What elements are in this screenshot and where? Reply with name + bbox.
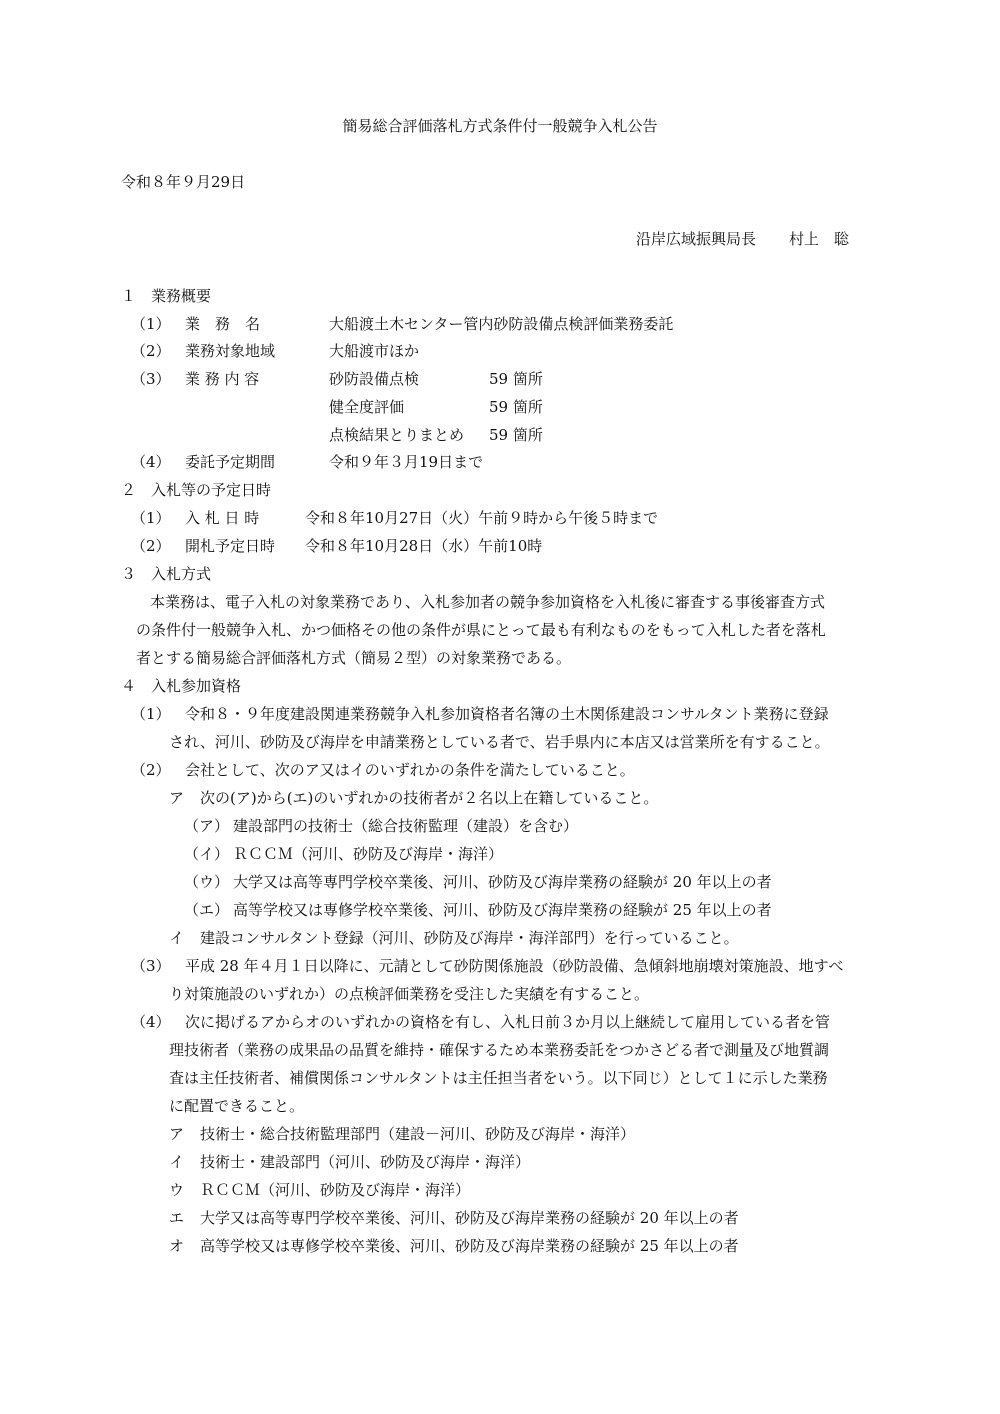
item-label: 業務対象地域 [185, 342, 276, 360]
item-number: （2） [131, 342, 171, 360]
item-label: 開札予定日時 [185, 537, 276, 555]
paragraph-line: 会社として、次のア又はイのいずれかの条件を満たしていること。 [185, 761, 635, 779]
work-name: 点検結果とりまとめ [329, 426, 465, 444]
sub-item-text: ＲＣＣＭ（河川、砂防及び海岸・海洋） [200, 1181, 471, 1199]
sub-sub-item-mark: （イ） [184, 845, 230, 863]
sub-sub-item-text: 高等学校又は専修学校卒業後、河川、砂防及び海岸業務の経験が 25 年以上の者 [233, 901, 772, 919]
sub-sub-item-mark: （エ） [184, 901, 230, 919]
paragraph-line: され、河川、砂防及び海岸を申請業務としている者で、岩手県内に本店又は営業所を有すること。 [169, 733, 830, 751]
sub-sub-item-mark: （ウ） [184, 873, 230, 891]
sub-sub-item-text: ＲＣＣＭ（河川、砂防及び海岸・海洋） [233, 845, 504, 863]
paragraph-line: に配置できること。 [169, 1097, 305, 1115]
work-quantity: 59 箇所 [489, 370, 543, 388]
sub-item-mark: ア [169, 1125, 185, 1143]
sub-item-mark: ウ [169, 1181, 185, 1199]
paragraph-line: の条件付一般競争入札、かつ価格その他の条件が県にとって最も有利なものをもって入札した者を落札 [136, 621, 826, 639]
item-number: （1） [131, 315, 171, 333]
item-number: （4） [131, 1013, 171, 1031]
paragraph-line: 本業務は、電子入札の対象業務であり、入札参加者の競争参加資格を入札後に審査する事後審査方式 [150, 593, 826, 611]
item-label: 入 札 日 時 [185, 509, 260, 527]
section-3-heading: ３ 入札方式 [121, 565, 212, 583]
section-2-heading: ２ 入札等の予定日時 [121, 481, 272, 499]
work-quantity: 59 箇所 [489, 398, 543, 416]
item-number: （1） [131, 509, 171, 527]
work-name: 健全度評価 [329, 398, 405, 416]
sub-item-mark: オ [169, 1237, 185, 1255]
item-label: 業 務 名 [185, 315, 261, 333]
item-number: （3） [131, 370, 171, 388]
paragraph-line: り対策施設のいずれか）の点検評価業務を受注した実績を有すること。 [169, 985, 650, 1003]
paragraph-line: 者とする簡易総合評価落札方式（簡易２型）の対象業務である。 [136, 649, 572, 667]
item-number: （1） [131, 705, 171, 723]
paragraph-line: 次に掲げるアからオのいずれかの資格を有し、入札日前３か月以上継続して雇用している者を管 [185, 1013, 831, 1031]
paragraph-line: 理技術者（業務の成果品の品質を維持・確保するため本業務委託をつかさどる者で測量及び地質調 [169, 1041, 830, 1059]
sub-item-text: 技術士・総合技術監理部門（建設－河川、砂防及び海岸・海洋） [200, 1125, 636, 1143]
item-value: 令和８年10月27日（火）午前９時から午後５時まで [305, 509, 659, 527]
sub-sub-item-text: 建設部門の技術士（総合技術監理（建設）を含む） [233, 817, 579, 835]
paragraph-line: 平成 28 年４月１日以降に、元請として砂防関係施設（砂防設備、急傾斜地崩壊対策施設、地すべ [185, 957, 844, 975]
item-value: 大船渡市ほか [329, 342, 420, 360]
sub-item-mark: イ [169, 1153, 185, 1171]
sub-sub-item-text: 大学又は高等専門学校卒業後、河川、砂防及び海岸業務の経験が 20 年以上の者 [233, 873, 772, 891]
sub-item-text: 高等学校又は専修学校卒業後、河川、砂防及び海岸業務の経験が 25 年以上の者 [200, 1237, 739, 1255]
item-number: （3） [131, 957, 171, 975]
item-label: 業 務 内 容 [185, 370, 260, 388]
document-title: 簡易総合評価落札方式条件付一般競争入札公告 [342, 117, 658, 135]
work-name: 砂防設備点検 [329, 370, 420, 388]
work-quantity: 59 箇所 [489, 426, 543, 444]
sub-item-mark: イ [169, 929, 185, 947]
item-number: （4） [131, 453, 171, 471]
issuer-name: 村上 聡 [789, 230, 850, 248]
paragraph-line: 査は主任技術者、補償関係コンサルタントは主任担当者をいう。以下同じ）として１に示した業務 [169, 1069, 828, 1087]
sub-item-mark: エ [169, 1209, 185, 1227]
section-1-heading: １ 業務概要 [121, 287, 212, 305]
item-label: 委託予定期間 [185, 453, 276, 471]
notice-date: 令和８年９月29日 [121, 173, 246, 191]
item-value: 令和９年３月19日まで [329, 453, 484, 471]
item-number: （2） [131, 537, 171, 555]
item-number: （2） [131, 761, 171, 779]
sub-item-text: 次の(ア)から(エ)のいずれかの技術者が２名以上在籍していること。 [200, 789, 659, 807]
section-4-heading: ４ 入札参加資格 [121, 677, 242, 695]
paragraph-line: 令和８・９年度建設関連業務競争入札参加資格者名簿の土木関係建設コンサルタント業務に登録 [185, 705, 829, 723]
sub-item-text: 技術士・建設部門（河川、砂防及び海岸・海洋） [200, 1153, 531, 1171]
item-value: 大船渡土木センター管内砂防設備点検評価業務委託 [329, 315, 674, 333]
sub-item-text: 建設コンサルタント登録（河川、砂防及び海岸・海洋部門）を行っていること。 [200, 929, 739, 947]
sub-item-mark: ア [169, 789, 185, 807]
sub-item-text: 大学又は高等専門学校卒業後、河川、砂防及び海岸業務の経験が 20 年以上の者 [200, 1209, 739, 1227]
item-value: 令和８年10月28日（水）午前10時 [305, 537, 543, 555]
sub-sub-item-mark: （ア） [184, 817, 230, 835]
issuer-title: 沿岸広域振興局長 [636, 230, 757, 248]
